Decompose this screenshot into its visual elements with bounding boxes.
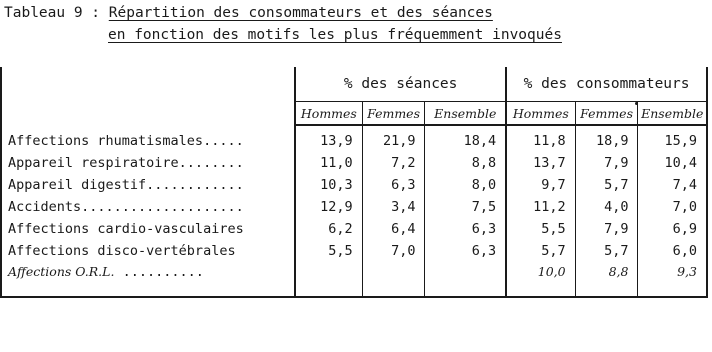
cell-value: 10,0	[506, 262, 575, 297]
cell-value: 11,0	[295, 152, 362, 174]
cell-value: 7,0	[638, 196, 707, 218]
cell-value: 3,4	[362, 196, 425, 218]
table-row	[1, 152, 707, 174]
row-label: Affections disco-vertébrales	[1, 240, 295, 262]
cell-value: 5,5	[295, 240, 362, 262]
cell-value: 6,3	[362, 174, 425, 196]
cell-value: 5,7	[575, 174, 638, 196]
cell-value: 7,2	[362, 152, 425, 174]
table-heading	[4, 2, 562, 46]
cell-value	[295, 262, 362, 297]
table-row	[1, 125, 707, 152]
cell-value: 8,8	[425, 152, 506, 174]
cell-value: 8,0	[425, 174, 506, 196]
cell-value: 6,4	[362, 218, 425, 240]
cell-value: 13,9	[295, 125, 362, 152]
table-row	[1, 240, 707, 262]
cell-value: 9,3	[638, 262, 707, 297]
cell-value: 6,0	[638, 240, 707, 262]
cell-value: 7,4	[638, 174, 707, 196]
cell-value: 5,7	[506, 240, 575, 262]
sub-header-ensemble: Ensemble	[425, 102, 506, 126]
table-row	[1, 196, 707, 218]
row-label: Affections rhumatismales.....	[1, 125, 295, 152]
sub-header-hommes: Hommes	[295, 102, 362, 126]
cell-value	[425, 262, 506, 297]
row-label-header	[1, 67, 295, 125]
cell-value: 9,7	[506, 174, 575, 196]
cell-value: 4,0	[575, 196, 638, 218]
stray-mark	[635, 102, 638, 105]
cell-value: 8,8	[575, 262, 638, 297]
table-title-line-2: en fonction des motifs les plus fréquemment invoqués	[108, 27, 562, 43]
cell-value: 11,2	[506, 196, 575, 218]
cell-value: 18,4	[425, 125, 506, 152]
cell-value: 13,7	[506, 152, 575, 174]
cell-value: 5,5	[506, 218, 575, 240]
row-label: Appareil respiratoire........	[1, 152, 295, 174]
group-header-row	[1, 67, 707, 102]
group-header-seances: % des séances	[295, 67, 506, 102]
cell-value: 12,9	[295, 196, 362, 218]
row-label-leader-dots: ..........	[122, 264, 204, 280]
row-label-orl: Affections O.R.L.	[8, 264, 115, 279]
group-header-consommateurs: % des consommateurs	[506, 67, 707, 102]
cell-value: 10,4	[638, 152, 707, 174]
data-table	[0, 67, 708, 298]
row-label: Appareil digestif............	[1, 174, 295, 196]
cell-value: 21,9	[362, 125, 425, 152]
cell-value: 6,3	[425, 240, 506, 262]
cell-value: 11,8	[506, 125, 575, 152]
cell-value: 10,3	[295, 174, 362, 196]
cell-value: 6,9	[638, 218, 707, 240]
table-number: Tableau 9 :	[4, 5, 101, 21]
row-label: Accidents....................	[1, 196, 295, 218]
row-label	[1, 262, 295, 297]
cell-value: 18,9	[575, 125, 638, 152]
cell-value: 5,7	[575, 240, 638, 262]
heading-line-2	[4, 24, 562, 46]
table-row	[1, 262, 707, 297]
table-row	[1, 218, 707, 240]
cell-value: 7,5	[425, 196, 506, 218]
sub-header-hommes: Hommes	[506, 102, 575, 126]
table-title-line-1: Répartition des consommateurs et des séances	[108, 5, 493, 21]
cell-value: 15,9	[638, 125, 707, 152]
cell-value: 7,9	[575, 152, 638, 174]
sub-header-femmes: Femmes	[575, 102, 638, 126]
row-label: Affections cardio-vasculaires	[1, 218, 295, 240]
table-row	[1, 174, 707, 196]
cell-value	[362, 262, 425, 297]
sub-header-ensemble: Ensemble	[638, 102, 707, 126]
heading-line-1	[4, 2, 562, 24]
cell-value: 6,3	[425, 218, 506, 240]
sub-header-femmes: Femmes	[362, 102, 425, 126]
cell-value: 6,2	[295, 218, 362, 240]
cell-value: 7,9	[575, 218, 638, 240]
cell-value: 7,0	[362, 240, 425, 262]
